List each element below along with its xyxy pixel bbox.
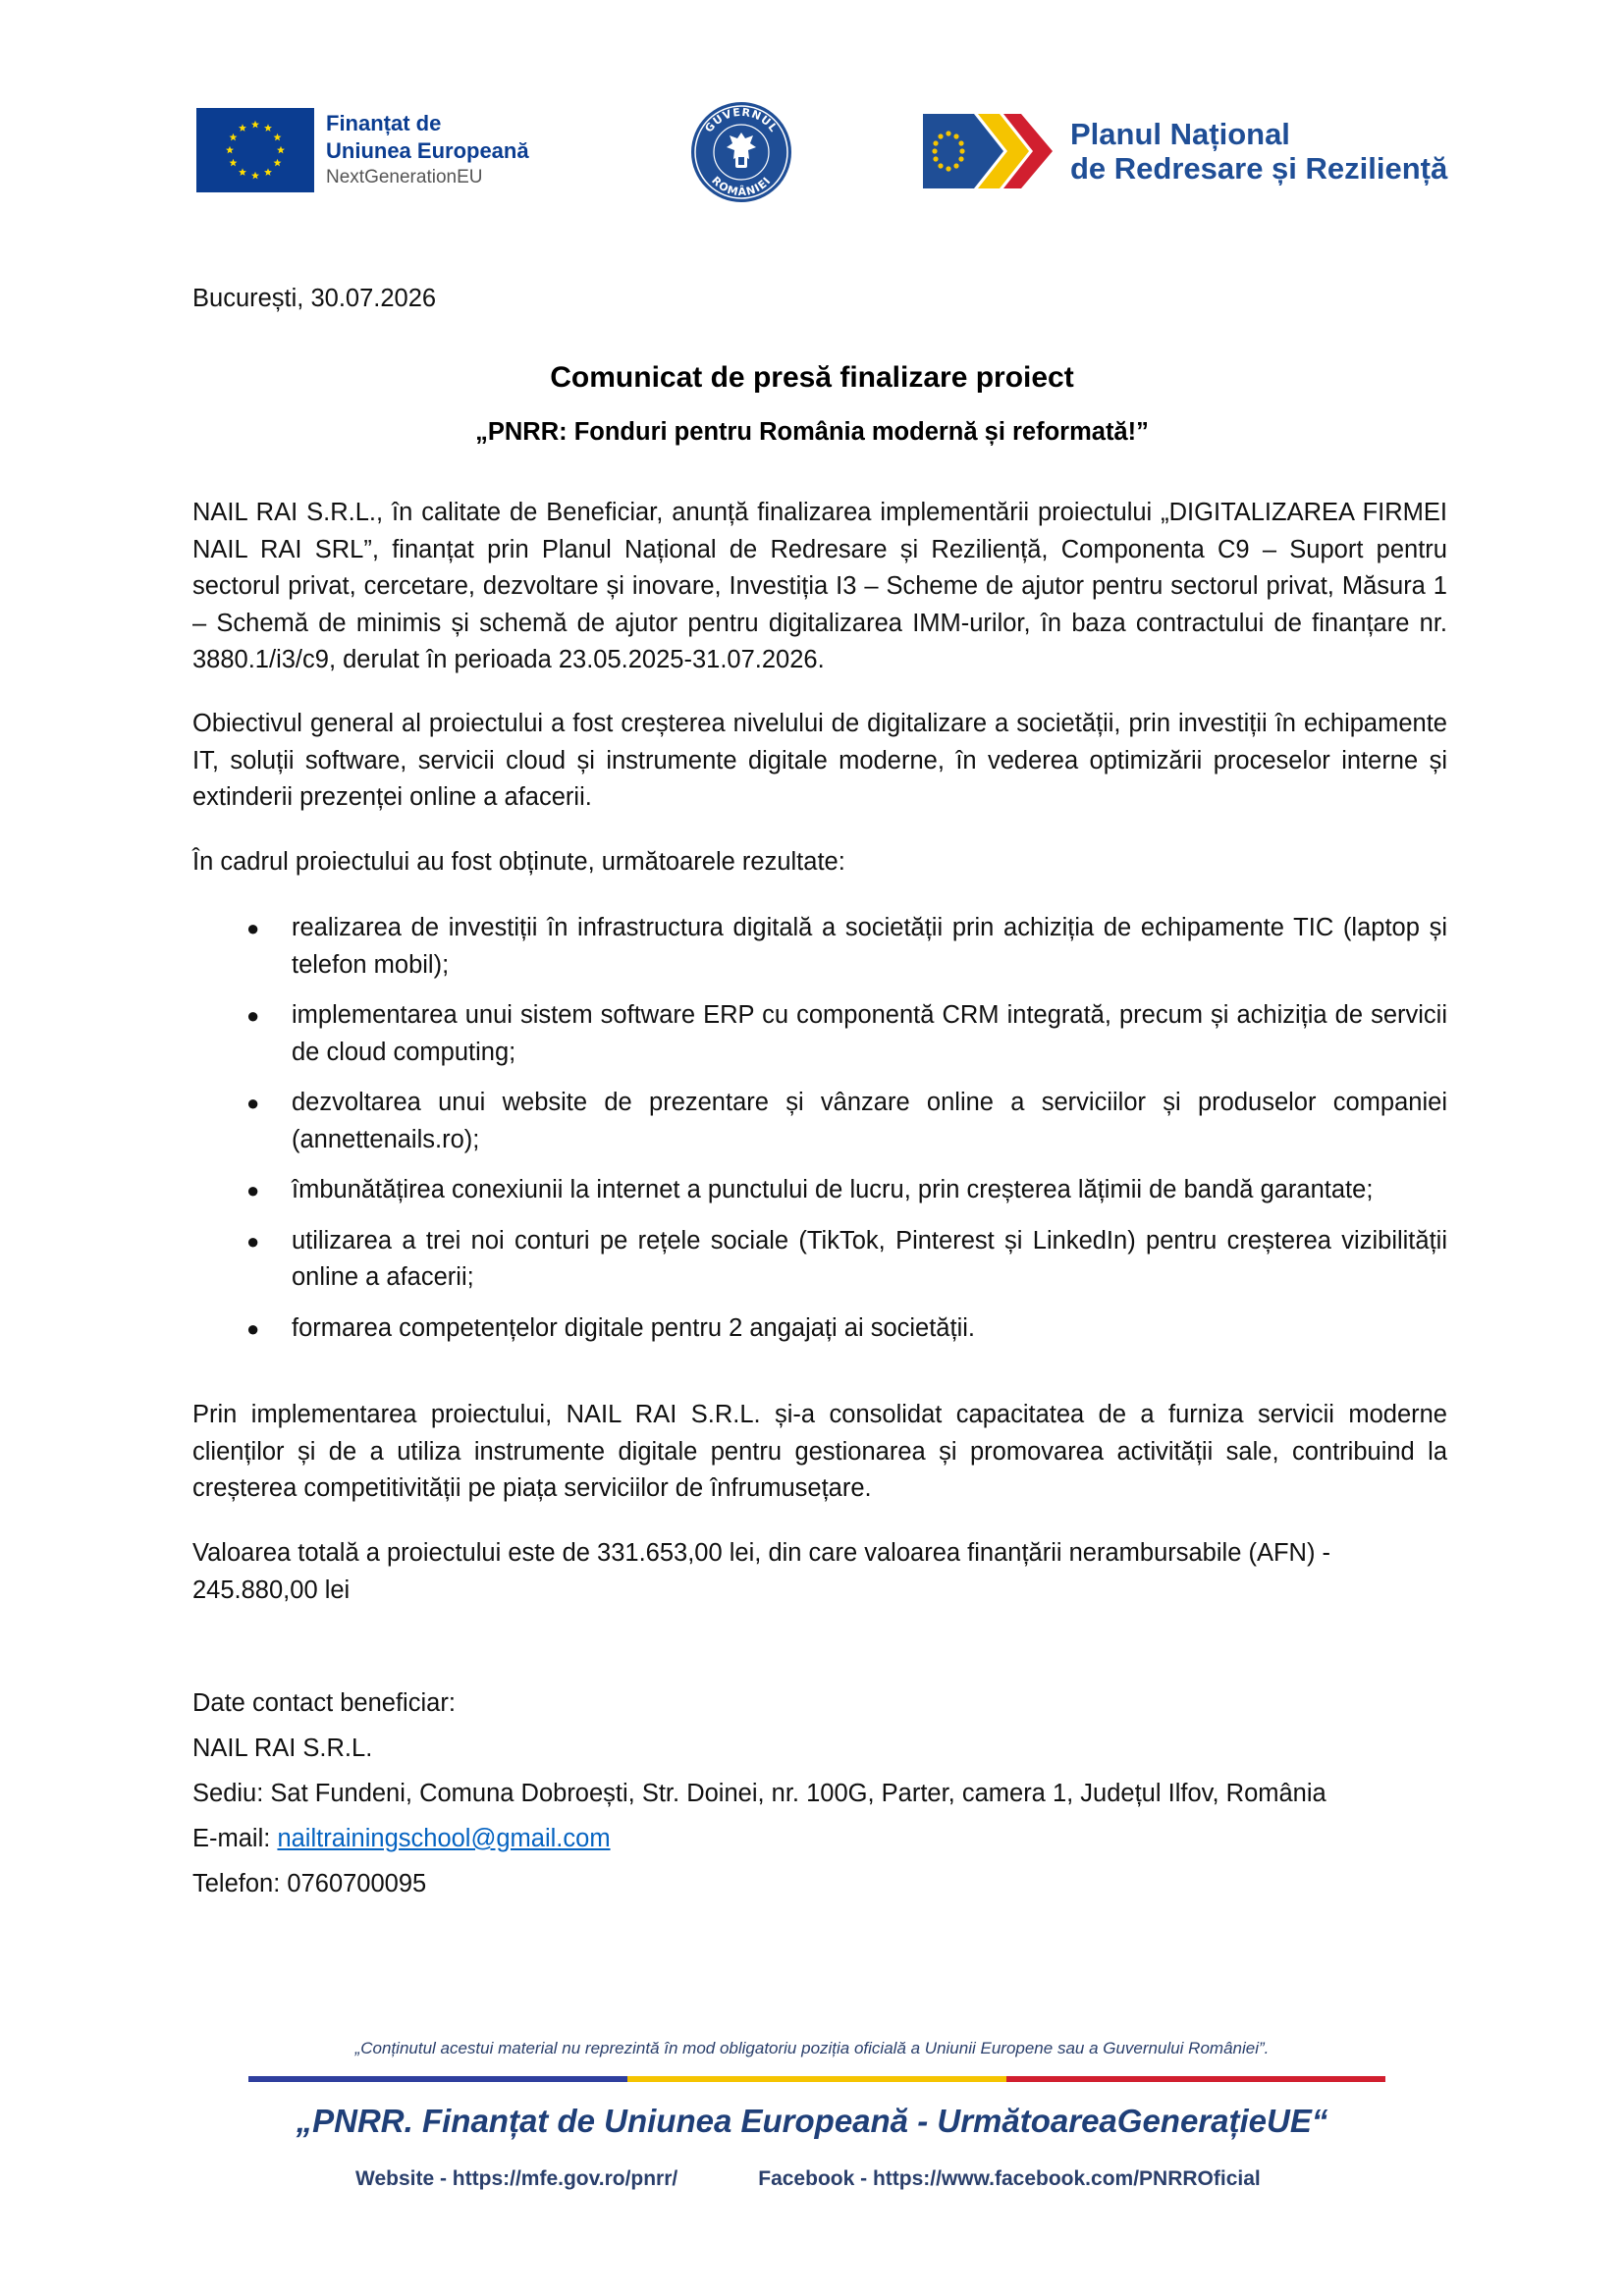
footer-facebook-link[interactable]: Facebook - https://www.facebook.com/PNRROficial	[758, 2167, 1261, 2190]
footer-disclaimer: „Conținutul acestui material nu reprezintă în mod obligatoriu poziția oficială a Uniunii Europene sau a Guvernului României”.	[354, 2039, 1270, 2057]
bullet-icon: ●	[246, 1003, 260, 1028]
footer-website-link[interactable]: Website - https://mfe.gov.ro/pnrr/	[355, 2167, 678, 2190]
list-item: ● realizarea de investiții în infrastructura digitală a societății prin achiziția de echipamente TIC (laptop și telefon mobil);	[192, 910, 1447, 984]
value-paragraph: Valoarea totală a proiectului este de 331.653,00 lei, din care valoarea finanțării nerambursabile (AFN) - 245.880,00 lei	[192, 1539, 1331, 1604]
bullet-icon: ●	[246, 916, 260, 940]
svg-text:GUVERNUL: GUVERNUL	[702, 105, 781, 135]
bullet-icon: ●	[246, 1091, 260, 1115]
intro-paragraph: NAIL RAI S.R.L., în calitate de Beneficiar, anunță finalizarea implementării proiectului „DIGITALIZAREA FIRMEI NAIL RAI SRL”, finanțat prin Planul Național de Redresare și Reziliență, Componenta C9 – Suport pentru sectorul privat, cercetare, dezvoltare și inovare, Investiția I3 – Scheme de ajutor pentru sectorul privat, Măsura 1 – Schemă de minimis și schemă de ajutor pentru digitalizarea IMM-urilor, în baza contractului de finanțare nr. 3880.1/i3/c9, derulat în perioada 23.05.2025-31.07.2026.	[192, 499, 1447, 673]
contact-heading: Date contact beneficiar:	[192, 1689, 456, 1717]
eu-funding-logo	[196, 108, 529, 192]
list-item: ● formarea competențelor digitale pentru 2 angajați ai societății.	[192, 1310, 1447, 1348]
results-intro-paragraph: În cadrul proiectului au fost obținute, următoarele rezultate:	[192, 848, 845, 876]
footer-links	[355, 2167, 1261, 2191]
document-subtitle: „PNRR: Fonduri pentru România modernă și reformată!”	[475, 418, 1149, 446]
contact-block	[192, 1681, 1447, 1906]
contact-email-row	[192, 1816, 1447, 1861]
footer-slogan: „PNRR. Finanțat de Uniunea Europeană - UrmătoareaGenerațieUE“	[296, 2103, 1328, 2139]
bullet-icon: ●	[246, 1315, 260, 1341]
pnrr-logo-line2: de Redresare și Reziliență	[1070, 151, 1448, 186]
eu-logo-line2: Uniunea Europeană	[326, 138, 529, 163]
eu-flag-icon	[196, 108, 314, 192]
contact-company: NAIL RAI S.R.L.	[192, 1735, 373, 1762]
list-item: ● utilizarea a trei noi conturi pe rețele sociale (TikTok, Pinterest și LinkedIn) pentru creșterea vizibilității online a afacerii;	[192, 1223, 1447, 1297]
impact-paragraph: Prin implementarea proiectului, NAIL RAI S.R.L. și-a consolidat capacitatea de a furniza servicii moderne clienților și de a utiliza instrumente digitale pentru gestionarea și promovarea activității sale, contribuind la creșterea competitivității pe piața serviciilor de înfrumusețare.	[192, 1401, 1447, 1502]
pnrr-arrow-icon	[923, 110, 1056, 192]
eu-logo-line1: Finanțat de	[326, 111, 442, 135]
pnrr-logo-line1: Planul Național	[1070, 117, 1290, 151]
svg-text:ROMÂNIEI: ROMÂNIEI	[709, 174, 774, 199]
list-item: ● implementarea unui sistem software ERP cu componentă CRM integrată, precum și achiziția de servicii de cloud computing;	[192, 997, 1447, 1071]
contact-phone: Telefon: 0760700095	[192, 1870, 427, 1897]
guvernul-romaniei-seal-icon	[689, 100, 793, 204]
bullet-icon: ●	[246, 1228, 260, 1254]
document-title: Comunicat de presă finalizare proiect	[550, 361, 1074, 394]
tricolor-divider	[248, 2076, 1385, 2082]
pnrr-logo	[923, 110, 1447, 192]
contact-address: Sediu: Sat Fundeni, Comuna Dobroești, Str. Doinei, nr. 100G, Parter, camera 1, Județul Ilfov, România	[192, 1780, 1326, 1807]
bullet-icon: ●	[246, 1178, 260, 1202]
eu-logo-line3: NextGenerationEU	[326, 167, 483, 187]
list-item: ● dezvoltarea unui website de prezentare și vânzare online a serviciilor și produselor companiei (annettenails.ro);	[192, 1085, 1447, 1158]
email-label: E-mail:	[192, 1825, 278, 1852]
document-date: București, 30.07.2026	[192, 285, 437, 312]
objective-paragraph: Obiectivul general al proiectului a fost creșterea nivelului de digitalizare a societății, prin investiții în echipamente IT, soluții software, servicii cloud și instrumente digitale moderne, în vederea optimizării proceselor interne și extinderii prezenței online a afacerii.	[192, 710, 1447, 811]
results-list	[192, 910, 1447, 1361]
list-item: ● îmbunătățirea conexiunii la internet a punctului de lucru, prin creșterea lățimii de bandă garantate;	[192, 1172, 1447, 1209]
email-link[interactable]: nailtrainingschool@gmail.com	[277, 1825, 611, 1852]
